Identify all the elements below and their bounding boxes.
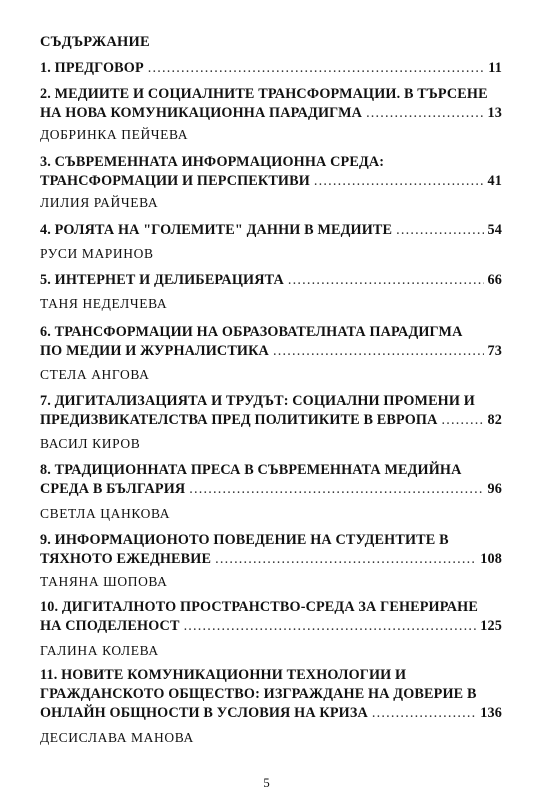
toc-author: РУСИ МАРИНОВ (40, 246, 154, 261)
toc-entry-title: СРЕДА В БЪЛГАРИЯ (40, 481, 186, 497)
toc-page-number: 66 (487, 272, 502, 288)
toc-entry-title-line: 8. ТРАДИЦИОННАТА ПРЕСА В СЪВРЕМЕННАТА МЕДИЙНА (40, 462, 462, 478)
toc-author: ТАНЯ НЕДЕЛЧЕВА (40, 296, 168, 311)
toc-entry-title-line: 6. ТРАНСФОРМАЦИИ НА ОБРАЗОВАТЕЛНАТА ПАРАДИГМА (40, 324, 463, 340)
dot-leader (442, 411, 484, 430)
toc-author: ВАСИЛ КИРОВ (40, 436, 141, 451)
toc-entry-title-line: 11. НОВИТЕ КОМУНИКАЦИОННИ ТЕХНОЛОГИИ И (40, 667, 407, 683)
dot-leader (189, 480, 483, 499)
toc-author: СВЕТЛА ЦАНКОВА (40, 506, 171, 521)
toc-entry-title: НА СПОДЕЛЕНОСТ (40, 618, 180, 634)
toc-page-number: 41 (487, 173, 502, 189)
dot-leader (396, 221, 483, 240)
toc-entry-last-line (40, 221, 502, 240)
dot-leader (288, 271, 484, 290)
toc-heading: СЪДЪРЖАНИЕ (40, 34, 150, 50)
toc-entry-last-line (40, 550, 502, 569)
toc-entry-last-line (40, 172, 502, 191)
toc-entry-2[interactable] (40, 85, 502, 123)
toc-author: ГАЛИНА КОЛЕВА (40, 643, 159, 658)
dot-leader (215, 550, 476, 569)
toc-page-number: 136 (480, 705, 502, 721)
toc-entry-8[interactable] (40, 461, 502, 499)
toc-entry-title: НА НОВА КОМУНИКАЦИОННА ПАРАДИГМА (40, 105, 363, 121)
toc-page-number: 82 (487, 412, 502, 428)
toc-page-number: 54 (487, 222, 502, 238)
toc-entry-title-line: 2. МЕДИИТЕ И СОЦИАЛНИТЕ ТРАНСФОРМАЦИИ. В ТЪРСЕНЕ (40, 86, 488, 102)
toc-entry-title-line: ГРАЖДАНСКОТО ОБЩЕСТВО: ИЗГРАЖДАНЕ НА ДОВЕРИЕ В (40, 686, 477, 702)
toc-entry-title: ПО МЕДИИ И ЖУРНАЛИСТИКА (40, 343, 269, 359)
dot-leader (273, 342, 484, 361)
toc-entry-7[interactable] (40, 392, 502, 430)
toc-entry-last-line (40, 411, 502, 430)
toc-entry-9[interactable] (40, 531, 502, 569)
toc-entry-last-line (40, 271, 502, 290)
toc-entry-11[interactable] (40, 666, 502, 723)
toc-page-number: 108 (480, 551, 502, 567)
toc-entry-title: ТРАНСФОРМАЦИИ И ПЕРСПЕКТИВИ (40, 173, 310, 189)
toc-entry-last-line (40, 480, 502, 499)
toc-entry-title: ОНЛАЙН ОБЩНОСТИ В УСЛОВИЯ НА КРИЗА (40, 705, 368, 721)
toc-entry-10[interactable] (40, 598, 502, 636)
toc-entry-title-line: 7. ДИГИТАЛИЗАЦИЯТА И ТРУДЪТ: СОЦИАЛНИ ПРОМЕНИ И (40, 393, 475, 409)
toc-author: ДОБРИНКА ПЕЙЧЕВА (40, 127, 189, 142)
toc-entry-last-line (40, 704, 502, 723)
toc-entry-title: 5. ИНТЕРНЕТ И ДЕЛИБЕРАЦИЯТА (40, 272, 284, 288)
toc-entry-1[interactable] (40, 59, 502, 78)
toc-entry-title: ТЯХНОТО ЕЖЕДНЕВИЕ (40, 551, 212, 567)
toc-entry-6[interactable] (40, 323, 502, 361)
toc-entry-last-line (40, 342, 502, 361)
dot-leader (148, 59, 484, 78)
toc-author: ЛИЛИЯ РАЙЧЕВА (40, 195, 159, 210)
toc-author: ДЕСИСЛАВА МАНОВА (40, 730, 194, 745)
toc-entry-title: ПРЕДИЗВИКАТЕЛСТВА ПРЕД ПОЛИТИКИТЕ В ЕВРОПА (40, 412, 438, 428)
page-number: 5 (263, 775, 270, 790)
toc-entry-title: 4. РОЛЯТА НА "ГОЛЕМИТЕ" ДАННИ В МЕДИИТЕ (40, 222, 393, 238)
dot-leader (184, 617, 477, 636)
dot-leader (366, 104, 483, 123)
toc-entry-5[interactable] (40, 271, 502, 290)
toc-entry-title-line: 9. ИНФОРМАЦИОНОТО ПОВЕДЕНИЕ НА СТУДЕНТИТЕ В (40, 532, 449, 548)
toc-page-number: 125 (480, 618, 502, 634)
dot-leader (372, 704, 476, 723)
toc-entry-3[interactable] (40, 153, 502, 191)
toc-entry-title-line: 3. СЪВРЕМЕННАТА ИНФОРМАЦИОННА СРЕДА: (40, 154, 385, 170)
toc-entry-last-line (40, 617, 502, 636)
dot-leader (314, 172, 484, 191)
toc-page-number: 11 (488, 60, 502, 76)
toc-page-number: 13 (487, 105, 502, 121)
toc-entry-4[interactable] (40, 221, 502, 240)
toc-page-number: 96 (487, 481, 502, 497)
toc-entry-last-line (40, 104, 502, 123)
toc-entry-title-line: 10. ДИГИТАЛНОТО ПРОСТРАНСТВО-СРЕДА ЗА ГЕНЕРИРАНЕ (40, 599, 478, 615)
toc-author: СТЕЛА АНГОВА (40, 367, 150, 382)
toc-entry-title: 1. ПРЕДГОВОР (40, 60, 144, 76)
toc-page-number: 73 (487, 343, 502, 359)
toc-entry-last-line (40, 59, 502, 78)
toc-author: ТАНЯНА ШОПОВА (40, 574, 168, 589)
